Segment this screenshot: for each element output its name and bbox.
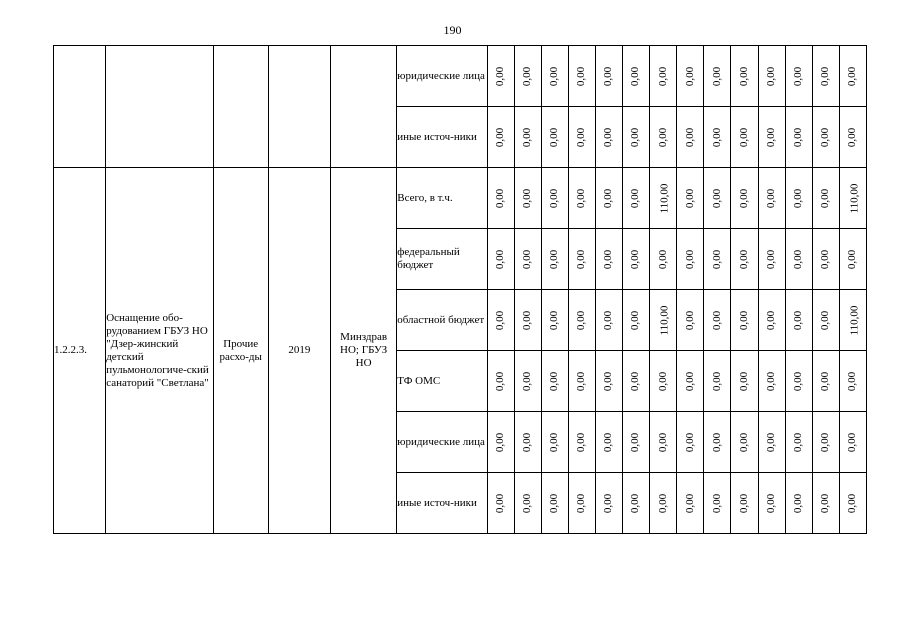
funding-source: ТФ ОМС [397, 351, 487, 412]
measure-name-cell [106, 168, 213, 534]
value-cell [623, 46, 650, 107]
amount: 0,00 [737, 66, 750, 86]
value-cell [568, 351, 595, 412]
value-cell [541, 46, 568, 107]
amount: 0,00 [819, 432, 832, 452]
amount: 0,00 [765, 310, 778, 330]
value-cell [514, 107, 541, 168]
amount: 0,00 [602, 66, 615, 86]
value-cell [568, 107, 595, 168]
value-cell [704, 290, 731, 351]
value-cell [839, 107, 866, 168]
table-row [54, 168, 867, 229]
funding-source: юридические лица [397, 412, 487, 473]
value-cell [785, 168, 812, 229]
amount: 0,00 [494, 127, 507, 147]
value-cell [677, 107, 704, 168]
amount: 0,00 [602, 188, 615, 208]
value-cell [487, 290, 514, 351]
value-cell [595, 107, 622, 168]
amount: 0,00 [710, 66, 723, 86]
value-cell [650, 107, 677, 168]
funding-source: юридические лица [397, 46, 487, 107]
value-cell [541, 290, 568, 351]
executor: Минздрав НО; ГБУЗ НО [340, 331, 388, 369]
amount: 0,00 [846, 66, 859, 86]
amount: 0,00 [521, 188, 534, 208]
amount: 0,00 [494, 66, 507, 86]
amount: 110,00 [848, 305, 861, 335]
amount: 0,00 [629, 432, 642, 452]
amount: 0,00 [819, 127, 832, 147]
value-cell [595, 229, 622, 290]
amount: 0,00 [575, 188, 588, 208]
amount: 0,00 [765, 66, 778, 86]
value-cell [731, 351, 758, 412]
value-cell [704, 168, 731, 229]
value-cell [623, 229, 650, 290]
value-cell [623, 473, 650, 534]
amount: 110,00 [658, 305, 671, 335]
value-cell [595, 351, 622, 412]
amount: 0,00 [656, 432, 669, 452]
value-cell [514, 229, 541, 290]
value-cell [487, 46, 514, 107]
amount: 0,00 [575, 127, 588, 147]
value-cell [731, 229, 758, 290]
amount: 0,00 [710, 432, 723, 452]
amount: 0,00 [548, 188, 561, 208]
value-cell [731, 107, 758, 168]
amount: 0,00 [494, 432, 507, 452]
value-cell [704, 107, 731, 168]
value-cell [785, 473, 812, 534]
value-cell [839, 229, 866, 290]
value-cell [839, 46, 866, 107]
value-cell [541, 412, 568, 473]
value-cell [568, 473, 595, 534]
table-body [54, 46, 867, 534]
value-cell [514, 46, 541, 107]
value-cell [568, 290, 595, 351]
amount: 0,00 [494, 371, 507, 391]
amount: 0,00 [656, 249, 669, 269]
amount: 0,00 [575, 493, 588, 513]
expense-type-cell [213, 168, 268, 534]
value-cell [487, 351, 514, 412]
row-number-cell [54, 168, 106, 534]
amount: 0,00 [846, 432, 859, 452]
value-cell [514, 473, 541, 534]
amount: 0,00 [521, 249, 534, 269]
amount: 0,00 [846, 249, 859, 269]
amount: 0,00 [656, 127, 669, 147]
value-cell [487, 168, 514, 229]
funding-source: областной бюджет [397, 290, 487, 351]
value-cell [541, 351, 568, 412]
value-cell [731, 46, 758, 107]
value-cell [785, 107, 812, 168]
amount: 0,00 [521, 493, 534, 513]
value-cell [568, 229, 595, 290]
value-cell [758, 229, 785, 290]
amount: 0,00 [629, 371, 642, 391]
amount: 0,00 [521, 432, 534, 452]
amount: 0,00 [819, 188, 832, 208]
amount: 0,00 [737, 493, 750, 513]
amount: 0,00 [656, 66, 669, 86]
amount: 0,00 [548, 249, 561, 269]
value-cell [785, 290, 812, 351]
value-cell [731, 290, 758, 351]
value-cell [514, 351, 541, 412]
value-cell [785, 412, 812, 473]
value-cell [812, 229, 839, 290]
amount: 0,00 [629, 66, 642, 86]
amount: 0,00 [792, 493, 805, 513]
value-cell [677, 290, 704, 351]
value-cell [731, 473, 758, 534]
amount: 0,00 [792, 66, 805, 86]
amount: 0,00 [737, 127, 750, 147]
year: 2019 [288, 344, 311, 356]
year-cell [268, 168, 330, 534]
amount: 0,00 [656, 493, 669, 513]
amount: 0,00 [710, 249, 723, 269]
amount: 0,00 [819, 249, 832, 269]
value-cell [704, 412, 731, 473]
amount: 0,00 [846, 371, 859, 391]
value-cell [758, 412, 785, 473]
value-cell [812, 107, 839, 168]
amount: 0,00 [494, 493, 507, 513]
value-cell [731, 168, 758, 229]
value-cell [758, 168, 785, 229]
amount: 0,00 [737, 371, 750, 391]
value-cell [541, 107, 568, 168]
value-cell [839, 351, 866, 412]
value-cell [541, 473, 568, 534]
value-cell [623, 351, 650, 412]
table-row [54, 46, 867, 107]
value-cell [704, 351, 731, 412]
amount: 0,00 [846, 493, 859, 513]
amount: 0,00 [683, 310, 696, 330]
value-cell [785, 351, 812, 412]
value-cell [650, 168, 677, 229]
amount: 0,00 [792, 249, 805, 269]
value-cell [514, 168, 541, 229]
amount: 0,00 [521, 310, 534, 330]
amount: 0,00 [819, 371, 832, 391]
amount: 0,00 [710, 310, 723, 330]
amount: 0,00 [819, 66, 832, 86]
amount: 0,00 [737, 432, 750, 452]
amount: 0,00 [683, 249, 696, 269]
value-cell [623, 168, 650, 229]
amount: 0,00 [602, 493, 615, 513]
amount: 0,00 [548, 127, 561, 147]
amount: 0,00 [494, 188, 507, 208]
budget-table [53, 45, 867, 534]
amount: 0,00 [683, 66, 696, 86]
value-cell [595, 168, 622, 229]
amount: 0,00 [575, 249, 588, 269]
amount: 0,00 [683, 188, 696, 208]
amount: 110,00 [658, 183, 671, 213]
amount: 0,00 [629, 249, 642, 269]
amount: 0,00 [548, 66, 561, 86]
value-cell [812, 290, 839, 351]
value-cell [839, 290, 866, 351]
amount: 0,00 [656, 371, 669, 391]
amount: 0,00 [765, 127, 778, 147]
funding-source: Всего, в т.ч. [397, 168, 487, 229]
amount: 0,00 [710, 493, 723, 513]
amount: 0,00 [683, 127, 696, 147]
value-cell [758, 351, 785, 412]
value-cell [487, 107, 514, 168]
value-cell [623, 107, 650, 168]
value-cell [650, 351, 677, 412]
value-cell [487, 412, 514, 473]
value-cell [514, 290, 541, 351]
amount: 0,00 [710, 188, 723, 208]
value-cell [568, 46, 595, 107]
amount: 0,00 [765, 249, 778, 269]
value-cell [677, 229, 704, 290]
year-cell [268, 46, 330, 168]
amount: 0,00 [521, 66, 534, 86]
amount: 0,00 [792, 188, 805, 208]
value-cell [650, 473, 677, 534]
measure-name-cell [106, 46, 213, 168]
amount: 0,00 [494, 310, 507, 330]
amount: 0,00 [575, 432, 588, 452]
value-cell [785, 229, 812, 290]
funding-source: федеральный бюджет [397, 229, 487, 290]
value-cell [677, 473, 704, 534]
amount: 0,00 [521, 371, 534, 391]
amount: 0,00 [602, 432, 615, 452]
amount: 0,00 [548, 310, 561, 330]
amount: 0,00 [737, 310, 750, 330]
measure-name: Оснащение обо-рудованием ГБУЗ НО "Дзер-жинский детский пульмонологиче-ский санаторий "Светлана" [106, 311, 209, 389]
value-cell [623, 412, 650, 473]
amount: 0,00 [710, 127, 723, 147]
value-cell [758, 46, 785, 107]
value-cell [514, 412, 541, 473]
amount: 0,00 [602, 249, 615, 269]
amount: 0,00 [683, 432, 696, 452]
amount: 0,00 [548, 493, 561, 513]
value-cell [677, 168, 704, 229]
amount: 0,00 [629, 188, 642, 208]
value-cell [541, 229, 568, 290]
amount: 0,00 [629, 127, 642, 147]
amount: 0,00 [737, 188, 750, 208]
value-cell [650, 46, 677, 107]
amount: 0,00 [575, 371, 588, 391]
amount: 0,00 [629, 310, 642, 330]
value-cell [839, 473, 866, 534]
amount: 0,00 [602, 127, 615, 147]
value-cell [812, 351, 839, 412]
row-number: 1.2.2.3. [54, 344, 87, 356]
value-cell [623, 290, 650, 351]
amount: 0,00 [683, 493, 696, 513]
value-cell [677, 412, 704, 473]
funding-source: иные источ-ники [397, 473, 487, 534]
value-cell [487, 229, 514, 290]
amount: 0,00 [494, 249, 507, 269]
amount: 0,00 [602, 310, 615, 330]
value-cell [650, 412, 677, 473]
amount: 0,00 [792, 432, 805, 452]
amount: 0,00 [683, 371, 696, 391]
amount: 0,00 [765, 188, 778, 208]
amount: 0,00 [548, 432, 561, 452]
value-cell [839, 168, 866, 229]
value-cell [704, 473, 731, 534]
amount: 0,00 [819, 493, 832, 513]
value-cell [568, 412, 595, 473]
value-cell [812, 46, 839, 107]
amount: 0,00 [819, 310, 832, 330]
amount: 0,00 [602, 371, 615, 391]
amount: 0,00 [792, 371, 805, 391]
value-cell [839, 412, 866, 473]
value-cell [677, 46, 704, 107]
amount: 0,00 [792, 127, 805, 147]
value-cell [650, 290, 677, 351]
amount: 0,00 [765, 493, 778, 513]
value-cell [568, 168, 595, 229]
value-cell [677, 351, 704, 412]
value-cell [812, 473, 839, 534]
value-cell [595, 473, 622, 534]
row-number-cell [54, 46, 106, 168]
amount: 0,00 [737, 249, 750, 269]
amount: 0,00 [521, 127, 534, 147]
value-cell [812, 168, 839, 229]
amount: 0,00 [548, 371, 561, 391]
value-cell [650, 229, 677, 290]
amount: 0,00 [792, 310, 805, 330]
value-cell [731, 412, 758, 473]
value-cell [785, 46, 812, 107]
amount: 0,00 [575, 66, 588, 86]
value-cell [758, 473, 785, 534]
page-number: 190 [443, 23, 462, 37]
value-cell [812, 412, 839, 473]
amount: 0,00 [575, 310, 588, 330]
executor-cell [331, 168, 397, 534]
amount: 0,00 [846, 127, 859, 147]
value-cell [541, 168, 568, 229]
amount: 0,00 [765, 432, 778, 452]
amount: 0,00 [710, 371, 723, 391]
value-cell [704, 46, 731, 107]
amount: 110,00 [848, 183, 861, 213]
expense-type-cell [213, 46, 268, 168]
amount: 0,00 [629, 493, 642, 513]
value-cell [758, 290, 785, 351]
value-cell [595, 46, 622, 107]
executor-cell [331, 46, 397, 168]
value-cell [758, 107, 785, 168]
value-cell [487, 473, 514, 534]
value-cell [595, 412, 622, 473]
value-cell [704, 229, 731, 290]
expense-type: Прочие расхо-ды [219, 337, 262, 363]
value-cell [595, 290, 622, 351]
funding-source: иные источ-ники [397, 107, 487, 168]
amount: 0,00 [765, 371, 778, 391]
